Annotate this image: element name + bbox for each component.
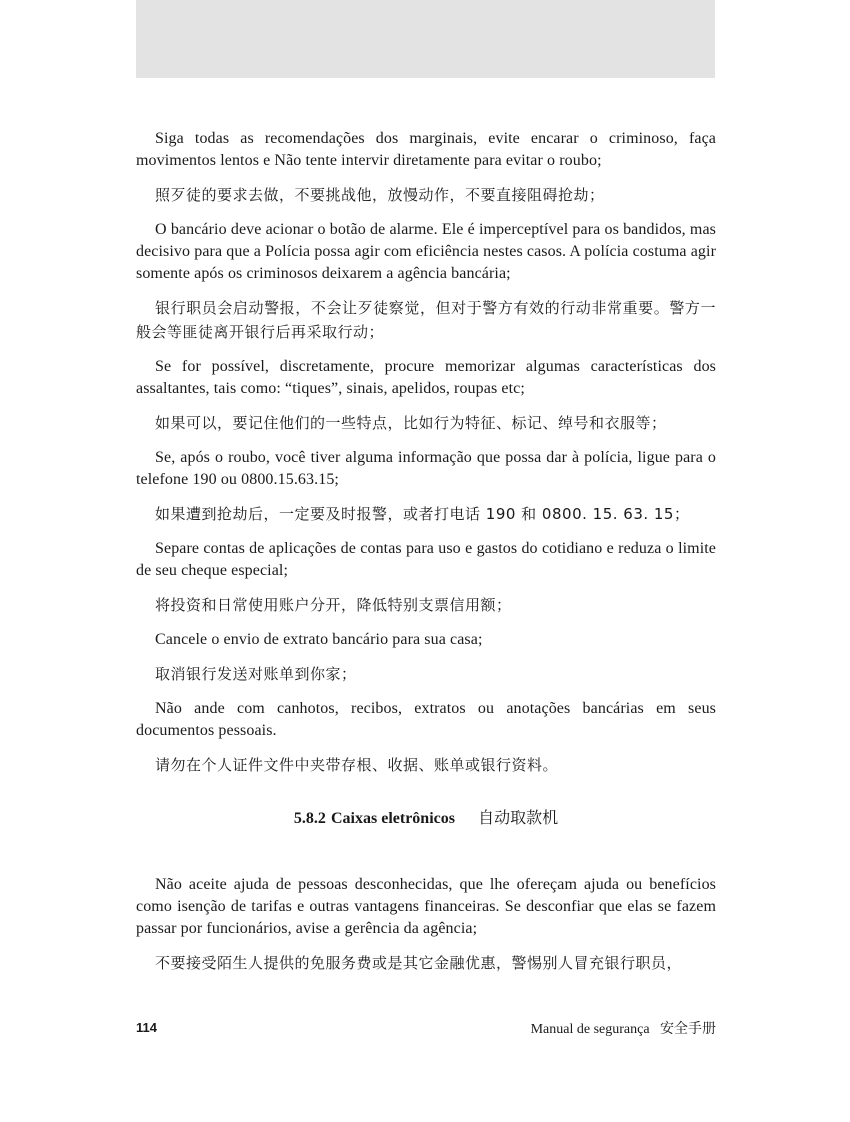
document-body-bottom — [136, 874, 716, 987]
paragraph-pt: Se for possível, discretamente, procure memorizar algumas características dos assaltantes, tais como: “tiques”, sinais, apelidos, roupas etc; — [136, 358, 716, 397]
paragraph-zh: 请勿在个人证件文件中夹带存根、收据、账单或银行资料。 — [155, 756, 559, 774]
footer-title-pt: Manual de segurança — [530, 1022, 650, 1037]
paragraph-zh: 银行职员会启动警报，不会让歹徒察觉，但对于警方有效的行动非常重要。警方一般会等匪徒离开银行后再采取行动； — [136, 299, 716, 341]
paragraph-zh: 如果遭到抢劫后，一定要及时报警，或者打电话 190 和 0800. 15. 63. 15； — [155, 505, 690, 523]
page-number: 114 — [136, 1020, 157, 1035]
paragraph-zh: 照歹徒的要求去做，不要挑战他，放慢动作，不要直接阻碍抢劫； — [155, 186, 605, 204]
section-heading — [136, 806, 716, 831]
paragraph-pt: Siga todas as recomendações dos marginais, evite encarar o criminoso, faça movimentos lentos e Não tente intervir diretamente para evitar o roubo; — [136, 130, 716, 169]
paragraph-zh: 将投资和日常使用账户分开，降低特别支票信用额； — [155, 596, 512, 614]
header-placeholder-band — [136, 0, 715, 78]
paragraph-pt: Não ande com canhotos, recibos, extratos ou anotações bancárias em seus documentos pessoais. — [136, 700, 716, 739]
paragraph-pt: Se, após o roubo, você tiver alguma informação que possa dar à polícia, ligue para o telefone 190 ou 0800.15.63.15; — [136, 449, 716, 488]
footer-title-zh: 安全手册 — [660, 1021, 716, 1037]
paragraph-pt: O bancário deve acionar o botão de alarme. Ele é imperceptível para os bandidos, mas decisivo para que a Polícia possa agir com eficiência nestes casos. A polícia costuma agir somente após os criminosos deixarem a agência bancária; — [136, 221, 716, 282]
document-body-top — [136, 128, 716, 789]
paragraph-pt: Separe contas de aplicações de contas para uso e gastos do cotidiano e reduza o limite de seu cheque especial; — [136, 540, 716, 579]
section-number: 5.8.2 — [293, 810, 326, 827]
section-title-pt: Caixas eletrônicos — [331, 810, 455, 827]
paragraph-zh: 如果可以，要记住他们的一些特点，比如行为特征、标记、绰号和衣服等； — [155, 414, 667, 432]
paragraph-zh: 取消银行发送对账单到你家； — [155, 665, 357, 683]
paragraph-pt: Cancele o envio de extrato bancário para sua casa; — [155, 631, 483, 648]
section-title-zh: 自动取款机 — [478, 808, 559, 827]
paragraph-pt: Não aceite ajuda de pessoas desconhecidas, que lhe ofereçam ajuda ou benefícios como isenção de tarifas e outras vantagens financeiras. Se desconfiar que elas se fazem passar por funcionários, avise a gerência da agência; — [136, 876, 716, 937]
paragraph-zh: 不要接受陌生人提供的免服务费或是其它金融优惠，警惕别人冒充银行职员， — [155, 954, 683, 972]
running-footer-title — [531, 1018, 716, 1038]
